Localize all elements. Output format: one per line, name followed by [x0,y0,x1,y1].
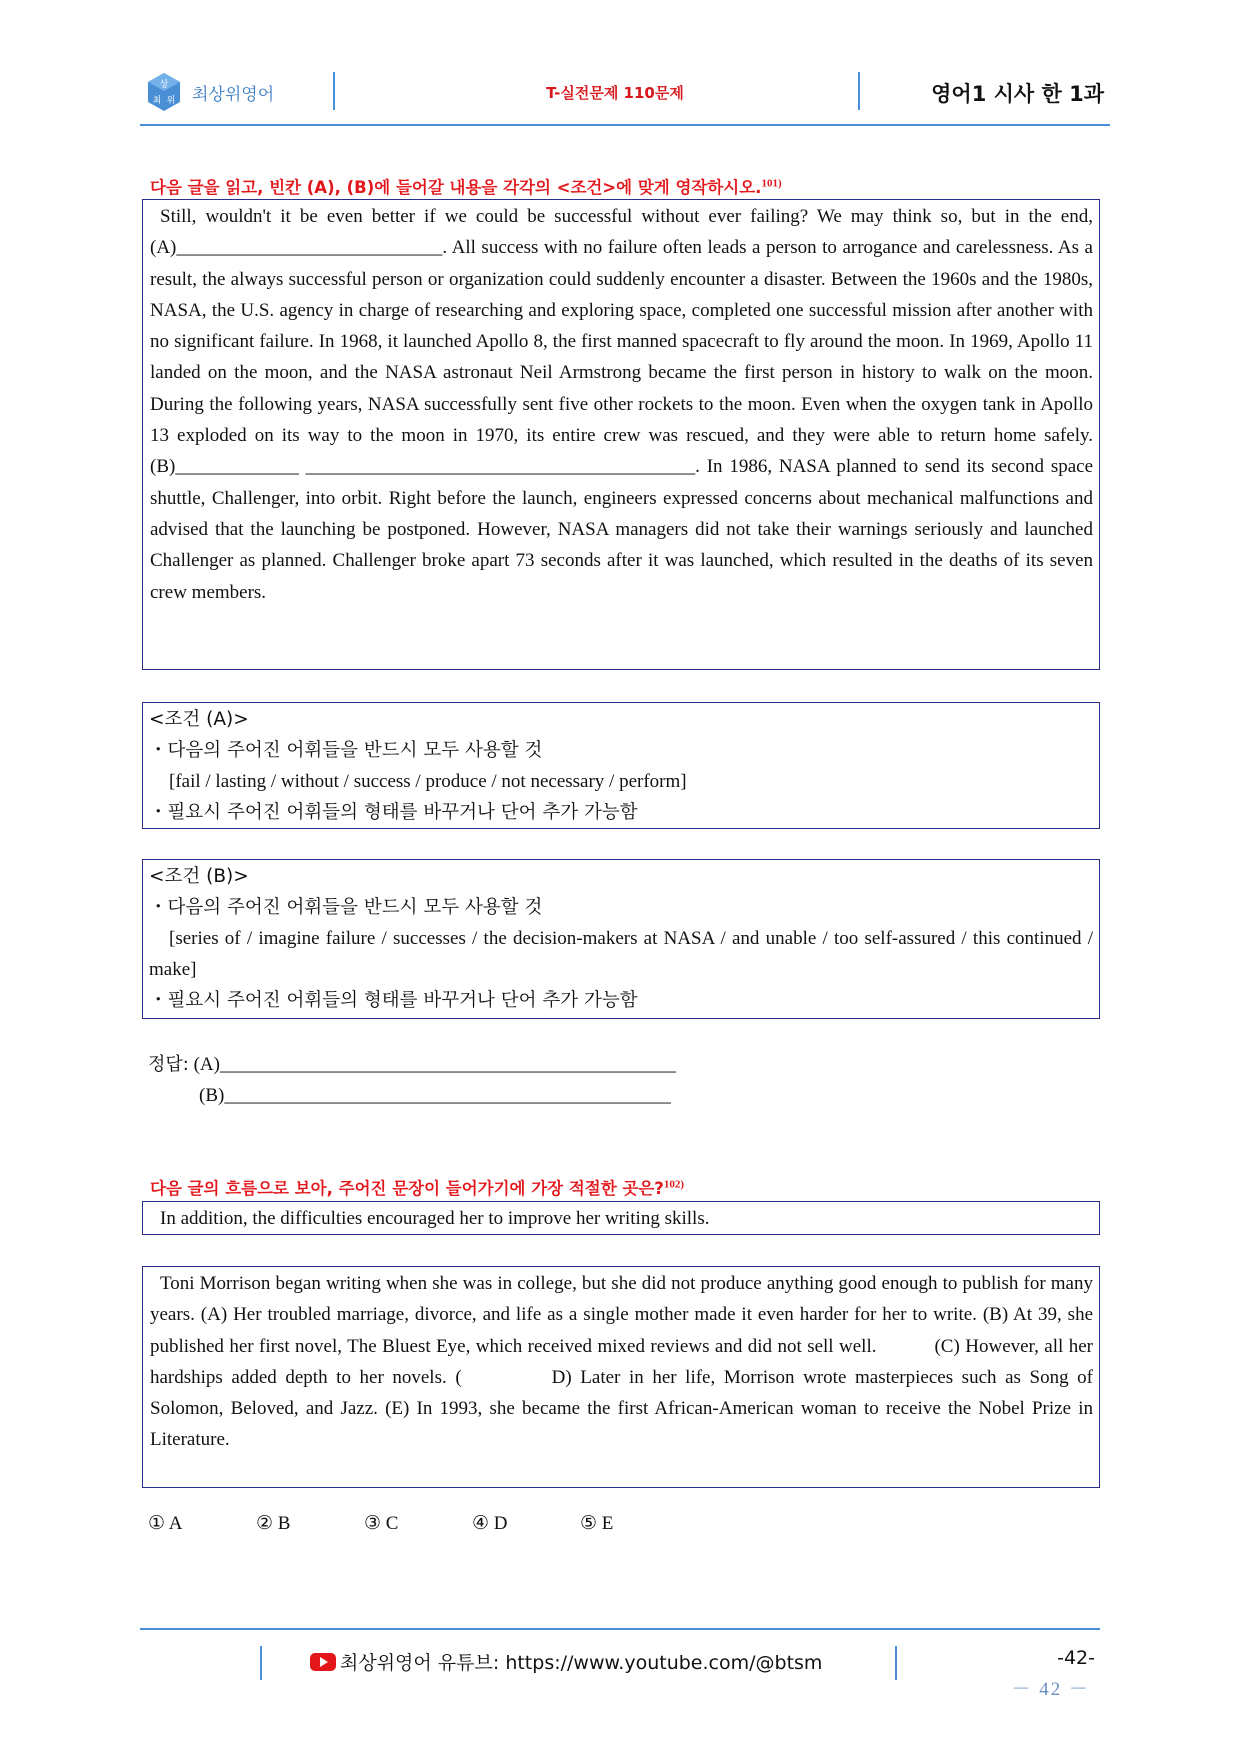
blank-b-second: _________________________________________ [305,456,696,478]
header-rule [140,124,1110,126]
brand-name: 최상위영어 [192,84,275,105]
blank-a: ____________________________ [176,237,443,259]
footer-text: 최상위영어 유튜브: https://www.youtube.com/@btsm [340,1652,823,1674]
header-divider-left [333,72,335,110]
header-center-title: T-실전문제 110문제 [546,84,684,102]
q2-passage-part3: D) Later in her life, Morrison wrote masterpieces such as Song of Solomon, Beloved, and Jazz. (E) In 1993, she became the first African-American woman to receive the Nobel Prize in Literature. [150,1366,1093,1451]
answer-a-line[interactable]: ________________________________________________ [219,1054,676,1075]
blank-b-first: _____________ [175,456,299,478]
condition-a-header: <조건 (A)> [149,709,249,730]
footer-rule [140,1628,1100,1630]
question2-passage-box [142,1266,1100,1488]
q2-passage-part2: (C) However, all her hardships added depth to her novels. ( [150,1335,1093,1388]
given-sentence: In addition, the difficulties encouraged her to improve her writing skills. [160,1208,710,1229]
question2-passage [150,1268,1093,1456]
question1-passage [150,201,1093,608]
question2-footnote: 102) [663,1178,685,1191]
hexagon-logo-icon [146,72,182,112]
answer-b-line[interactable]: _______________________________________________ [224,1085,671,1106]
footer-link[interactable] [310,1648,822,1675]
q2-passage-part1: Toni Morrison began writing when she was in college, but she did not produce anything good enough to publish for many years. (A) Her troubled marriage, divorce, and life as a single mother made it even harder for her to write. (B) At 39, she published her first novel, The Bluest Eye, which received mixed reviews and did not sell well. [150,1273,1093,1357]
condition-a-words: [fail / lasting / without / success / produce / not necessary / perform] [169,771,687,792]
logo-char-right: 위 [166,96,176,106]
brand-logo [146,72,274,112]
passage-part1: Still, wouldn't it be even better if we could be successful without ever failing? We may think so, but in the end, (A) [150,206,1093,259]
choice-2[interactable]: ② B [256,1513,291,1534]
question1-title-text: 다음 글을 읽고, 빈칸 (A), (B)에 들어갈 내용을 각각의 <조건>에 맞게 영작하시오. [150,178,762,197]
question1-title [150,174,782,198]
question1-footnote: 101) [761,177,782,190]
header-right-title: 영어1 시사 한 1과 [931,82,1104,106]
condition-b-box [142,859,1100,1019]
answer-a-label: (A) [193,1054,220,1075]
answer-b-label: (B) [199,1085,225,1106]
given-sentence-box [142,1201,1100,1235]
answer-label: 정답: [148,1054,189,1075]
choice-4[interactable]: ④ D [472,1513,508,1534]
question2-title [150,1175,684,1199]
question2-title-text: 다음 글의 흐름으로 보아, 주어진 문장이 들어가기에 가장 적절한 곳은? [150,1179,664,1198]
condition-a-box [142,702,1100,829]
page-number: -42- [1057,1647,1095,1669]
answer-choices [148,1512,688,1535]
condition-b-rule2: ・필요시 주어진 어휘들의 형태를 바꾸거나 단어 추가 가능함 [149,990,638,1011]
footer-divider-right [895,1646,897,1680]
logo-char-left: 최 [152,96,162,106]
logo-char-top: 상 [159,80,169,90]
footer-divider-left [260,1646,262,1680]
condition-b-words: [series of / imagine failure / successes / the decision-makers at NASA / and unable / too self-assured / this continued / make] [149,928,1093,980]
passage-part3: . In 1986, NASA planned to send its second space shuttle, Challenger, into orbit. Right before the launch, engineers expressed concerns about mechanical malfunctions and advised that the launching be postponed. However, NASA managers did not take their warnings seriously and launched Challenger as planned. Challenger broke apart 73 seconds after it was launched, which resulted in the deaths of its seven crew members. [150,456,1094,603]
condition-a-rule2: ・필요시 주어진 어휘들의 형태를 바꾸거나 단어 추가 가능함 [149,802,638,823]
condition-a-rule1: ・다음의 주어진 어휘들을 반드시 모두 사용할 것 [149,740,543,761]
choice-5[interactable]: ⑤ E [580,1513,614,1534]
answer-section [148,1049,676,1111]
youtube-icon [310,1653,336,1671]
question1-passage-box [142,199,1100,670]
page-number-bottom: － 42 － [1011,1679,1090,1700]
header-divider-right [858,72,860,110]
passage-part2: . All success with no failure often leads a person to arrogance and carelessness. As a result, the always successful person or organization could suddenly encounter a disaster. Between the 1960s and the 1980s, NASA, the U.S. agency in charge of researching and exploring space, completed one successful mission after another with no significant failure. In 1968, it launched Apollo 8, the first manned spacecraft to fly around the moon. In 1969, Apollo 11 landed on the moon, and the NASA astronaut Neil Armstrong became the first person in history to walk on the moon. During the following years, NASA successfully sent five other rockets to the moon. Even when the oxygen tank in Apollo 13 exploded on its way to the moon in 1970, its entire crew was rescued, and they were able to return home safely. (B) [150,237,1093,478]
choice-3[interactable]: ③ C [364,1513,399,1534]
condition-b-rule1: ・다음의 주어진 어휘들을 반드시 모두 사용할 것 [149,897,543,918]
choice-1[interactable]: ① A [148,1513,183,1534]
condition-b-header: <조건 (B)> [149,866,249,887]
page-header [140,58,1110,126]
